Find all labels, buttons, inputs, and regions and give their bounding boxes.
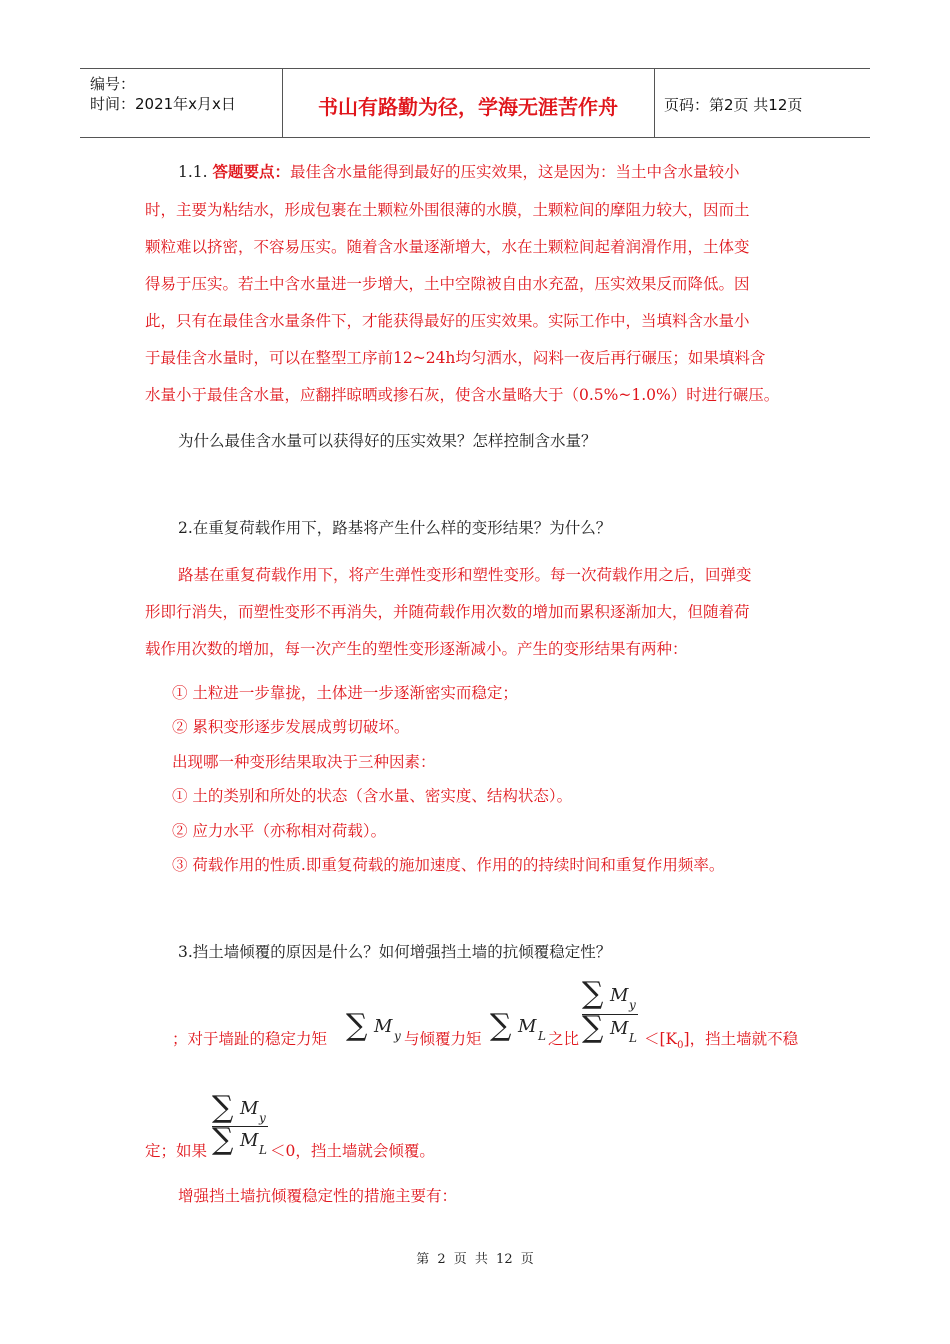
ratio-limit-tail: ]，挡土墙就不稳 [683, 1030, 799, 1048]
moment-symbol: M [240, 1130, 259, 1151]
ratio-limit-text: ＜[K [644, 1030, 678, 1048]
header-motto-cell [282, 69, 655, 137]
moment-symbol: M [240, 1098, 259, 1119]
key-points-label: 答题要点： [212, 162, 291, 181]
moment-symbol: M [518, 1016, 537, 1037]
sum-symbol: ∑ [582, 1010, 604, 1045]
section2-line: 路基在重复荷载作用下，将产生弹性变形和塑性变形。每一次荷载作用之后，回弹变 [178, 566, 752, 584]
factor-item: ① 土的类别和所处的状态（含水量、密实度、结构状态）。 [172, 787, 573, 805]
formula-text: ；对于墙趾的稳定力矩 [172, 1030, 328, 1048]
sum-symbol: ∑ [490, 1008, 512, 1043]
measures-intro: 增强挡土墙抗倾覆稳定性的措施主要有： [178, 1187, 458, 1205]
section1-number: 1.1. [178, 163, 208, 181]
factor-item: ② 应力水平（亦称相对荷载）。 [172, 822, 387, 840]
section2-line: 形即行消失，而塑性变形不再消失，并随荷载作用次数的增加而累积逐渐加大，但随着荷 [145, 603, 750, 621]
subscript-y: y [394, 1029, 401, 1043]
sum-symbol: ∑ [212, 1122, 234, 1157]
motto: 书山有路勤为径，学海无涯苦作舟 [318, 95, 618, 119]
moment-symbol: M [610, 1018, 629, 1039]
section1-line: 颗粒难以挤密，不容易压实。随着含水量逐渐增大，水在土颗粒间起着润滑作用，土体变 [145, 238, 750, 256]
number-label: 编号： [90, 75, 136, 93]
section2-line: 载作用次数的增加，每一次产生的塑性变形逐渐减小。产生的变形结果有两种： [145, 640, 688, 658]
time-label: 时间：2021年x月x日 [90, 95, 236, 113]
formula-text: ＜0，挡土墙就会倾覆。 [270, 1142, 435, 1160]
section1-first-line [178, 162, 740, 182]
moment-symbol: M [374, 1016, 393, 1037]
formula-text: 之比 [548, 1030, 580, 1048]
section1-line: 此，只有在最佳含水量条件下，才能获得最好的压实效果。实际工作中，当填料含水量小 [145, 312, 750, 330]
subscript-L: L [538, 1029, 546, 1043]
section1-line: 最佳含水量能得到最好的压实效果，这是因为：当土中含水量较小 [290, 163, 740, 181]
subscript-y: y [629, 998, 636, 1012]
sum-symbol: ∑ [212, 1090, 234, 1125]
section1-question: 为什么最佳含水量可以获得好的压实效果？怎样控制含水量？ [178, 432, 597, 450]
factor-item: ③ 荷载作用的性质.即重复荷载的施加速度、作用的的持续时间和重复作用频率。 [172, 856, 725, 874]
section1-line: 得易于压实。若土中含水量进一步增大，土中空隙被自由水充盈，压实效果反而降低。因 [145, 275, 750, 293]
formula-text: 定；如果 [145, 1142, 208, 1160]
page-footer: 第 2 页 共 12 页 [416, 1252, 534, 1267]
subscript-y: y [259, 1111, 266, 1125]
sum-symbol: ∑ [346, 1008, 368, 1043]
formula-text [644, 1029, 798, 1056]
section3-question: 3.挡土墙倾覆的原因是什么？如何增强挡土墙的抗倾覆稳定性？ [178, 943, 612, 961]
factors-intro: 出现哪一种变形结果取决于三种因素： [172, 753, 436, 771]
section1-line: 时，主要为粘结水，形成包裹在土颗粒外围很薄的水膜，土颗粒间的摩阻力较大，因而土 [145, 201, 750, 219]
section1-line: 于最佳含水量时，可以在整型工序前12~24h均匀洒水，闷料一夜后再行碾压；如果填料含 [145, 349, 766, 367]
header-info-cell [80, 69, 283, 137]
moment-symbol: M [610, 985, 629, 1006]
header-table [80, 68, 870, 138]
section1-line: 水量小于最佳含水量，应翻拌晾晒或掺石灰，使含水量略大于（0.5%~1.0%）时进行碾压。 [145, 386, 780, 404]
result-item: ① 土粒进一步靠拢，土体进一步逐渐密实而稳定； [172, 684, 518, 702]
ratio-limit-subscript: 0 [677, 1040, 684, 1052]
formula-text: 与倾覆力矩 [404, 1030, 482, 1048]
sum-symbol: ∑ [582, 976, 604, 1011]
header-page-cell [654, 69, 870, 137]
result-item: ② 累积变形逐步发展成剪切破坏。 [172, 718, 410, 736]
section2-question: 2.在重复荷载作用下，路基将产生什么样的变形结果？为什么？ [178, 519, 612, 537]
page-label: 页码：第2页 共12页 [664, 96, 803, 114]
subscript-L: L [259, 1143, 267, 1157]
subscript-L: L [629, 1031, 637, 1045]
